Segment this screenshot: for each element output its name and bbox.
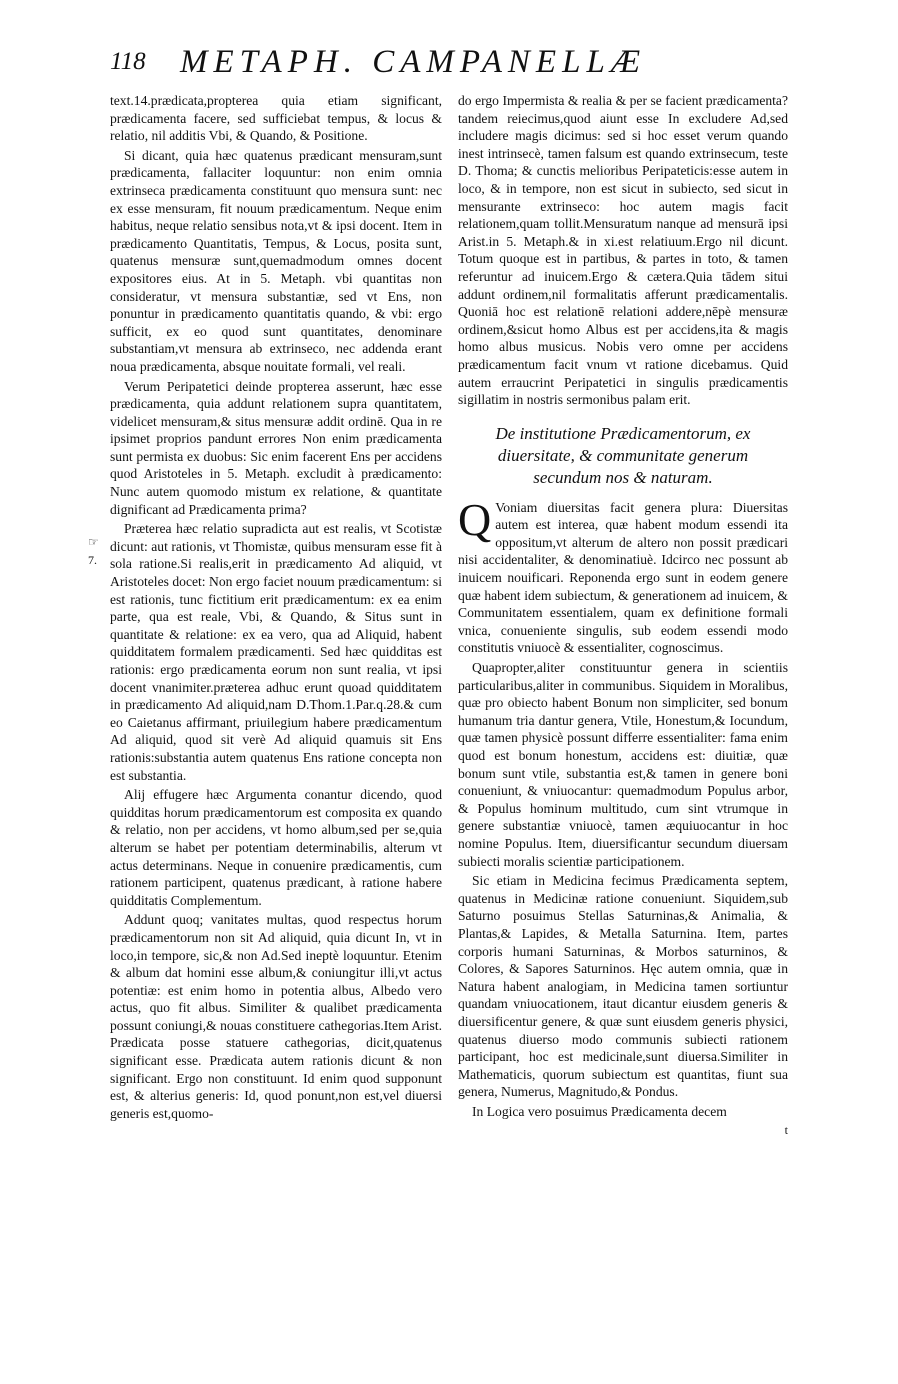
left-column: [88, 92, 442, 1124]
paragraph-text: Voniam diuersitas facit genera plura: Diuersitas autem est interea, quæ habent modum essendi ita oppositum,vt alterum de altero non possit prædicari nisi accidentaliter, & denominatiuè. Idcirco nec possunt ab inuicem nouificari. Reponenda ergo sunt in eodem genere quæ habent idem subiectum, & generationem ad inuicem, & Communitatem essentialem, quam ex definitione formali vnica, conueniente singulis, sub eodem essendi modo constitutis vniuocè & essentialiter, cognoscimus.: [458, 499, 788, 656]
paragraph: [458, 493, 788, 657]
section-heading: [458, 423, 788, 489]
right-column: [458, 92, 788, 1140]
paragraph: Quapropter,aliter constituuntur genera in scientiis particularibus,aliter in communibus. Siquidem in Moralibus, quæ pro obiecto habent Bonum non simpliciter, sed bonum humanum tria dantur genera, Vtile, Honestum,& Iocundum, quæ tamen physicè possunt differre essentialiter: fama enim quod est bonum honestum, accidens est: diuitiæ, quæ bonum sunt vtile, substantia est,& tamen in genere boni conueniunt, & vniuocantur: quemadmodum Populus arbor, & Populus hominum multitudo, cum sint vtrumque in genere substantiæ vniuocè, tamen æquiuocantur in hoc nomine Populus. Item, diuersificantur secundum diuersam subiecti moralis scientiæ participationem.: [458, 660, 788, 869]
paragraph: Alij effugere hæc Argumenta conantur dicendo, quod quidditas horum prædicamentorum est composita ex quando & relatio, non per accidens, vt homo album,sed per se,quia alterum se habet per potentiam determinabilis, alterum vt actus determinans. Neque in conuenire prædicamentis, cum rationem participent, quatenus prædicant, à ratione habere quidditatis Complementum.: [110, 787, 442, 908]
paragraph: Sic etiam in Medicina fecimus Prædicamenta septem, quatenus in Medicinæ ratione conueniunt. Siquidem,sub Saturno posuimus Stellas Saturninas,& Animalia, & Plantas,& Lapides, & Metalla Saturnina. Item, partes corporis humani Saturninas, & Morbos saturninos, & Colores, & Sapores Saturninos. Hęc autem omnia, quæ in Natura habent analogiam, in Medicina tamen sortiuntur quandam vniuocationem, itaut dicantur eiusdem generis & diuersificentur genere, & quæ sunt eiusdem generis physici, quatenus diuerso modo communis subiecti rationem participant, hoc est medicinale,sunt diuersa.Similiter in Mathematicis, quorum subiectum est quantitas, fiunt sua genera, Numerus, Magnitudo,& Pondus.: [458, 873, 788, 1100]
running-title: METAPH. CAMPANELLÆ: [180, 44, 647, 80]
paragraph: Addunt quoq; vanitates multas, quod respectus horum prædicamentorum non sit Ad aliquid, quia dicunt In, vt in loco,in tempore, sic,& non Ad.Sed ineptè loquuntur. Etenim & album dat homini esse album,& coniungitur illi,vt actus potentiæ: est enim homo in potentia albus, Albedo vero actus, quo fit albus. Similiter & qualibet prædicamenta possunt coniungi,& nouas constituere cathegorias.Item Arist. Prædicata posse statuere cathegorias, dicit,quatenus significant esse. Prædicata autem rationis dicunt & non significant. Ergo non constituunt. Id enim quod supponunt est, & alterius generis: Id, quod ponunt,non est,vel diuersi generis est,quomo-: [110, 912, 442, 1121]
drop-cap: Q: [458, 493, 492, 545]
section-heading-line: secundum nos & naturam.: [533, 467, 713, 487]
catchword: t: [784, 1123, 788, 1138]
paragraph: do ergo Impermista & realia & per se facient prædicamenta?tandem reiecimus,quod aiunt esse In excludere Ad,sed includere magis dicimus: sed si hoc esset verum quando inest intrinsecè, tamen falsum est quando extrinsecum, teste D. Thoma; & cunctis melioribus Peripateticis:esse autem in loco, & in tempore, non est sicut in subiecto, sed sicut in mensurante extrinseco: hoc autem magis facit relationem,quam tollit.Mensuratum nanque ad mensurā ipsi Arist.in 5. Metaph.& in xi.est relatiuum.Ergo nil dicunt. Totum quoque est in partibus, & partes in toto, & tamen referuntur ad inuicem.Ergo & cætera.Quia tādem situi addunt ordinem,nil formalitatis afferunt prædicamentalis. Quoniā hoc est relationē relationi addere,nēpè mensuræ ordinem,&sicut homo Albus est per accidens,ita & magis homo albus musicus. Nobis vero omne per accidens prædicamentum facit vnum vt ratione dicebamus. Quid autem erraucrint Peripatetici in singulis prædicamentis sigillatim in nostris sermonibus palam erit.: [458, 93, 788, 408]
marginal-pointing-hand: ☞: [88, 535, 99, 550]
marginal-number: 7.: [88, 553, 97, 568]
paragraph: In Logica vero posuimus Prædicamenta decem: [472, 1103, 727, 1119]
paragraph: Si dicant, quia hæc quatenus prædicant mensuram,sunt prædicamenta, fallaciter loquuntur: non enim omnia extrinseca prædicamenta constituunt quo mensura sunt: nec ex esse mensuram, fit nouum prædicamentum. Neque enim habitus, neque relatio sensibus nota,vt & ipsi docent. Item in prædicamento Quantitatis, Tempus, & Locus, posita sunt, quatenus mensuræ sunt,quemadmodum omnes docent expositores eius. At in 5. Metaph. vbi quantitas non consideratur, vt mensura substantiæ, sed vt Ens, non ponuntur in prædicamento quantitatis quando, & vbi: ergo sufficit, ex eo quod sunt quantitates, denominare substantiam,vt mensura ab extrinseco, nec addenda erant noua prædicamenta, absque nouitate formali, vel reali.: [110, 147, 442, 374]
page-header: [110, 44, 790, 88]
page-number: 118: [110, 48, 146, 75]
paragraph: Verum Peripatetici deinde propterea asserunt, hæc esse prædicamenta, quia addunt relationem supra quantitatem, videlicet mensuram,& situs mensuræ addit ordinē. Qua in re ipsimet proprios pandunt errores Non enim prædicamenta sunt permista ex duobus: Sic enim facerent Ens per accidens quod Aristoteles in 5. Metaph. excludit à prædicamento: Nunc autem quomodo mistum ex relatione, & quantitate dignificant ad Prædicamenta prima?: [110, 378, 442, 517]
section-heading-line: De institutione Prædicamentorum, ex diuersitate, & communitate generum: [495, 423, 751, 465]
paragraph: text.14.prædicata,propterea quia etiam significant, prædicamenta facere, sed sufficiebat tempus, & locus & relatio, nil additis Vbi, & Quando, & Positione.: [110, 93, 442, 144]
paragraph: Præterea hæc relatio supradicta aut est realis, vt Scotistæ dicunt: aut rationis, vt Thomistæ, quibus mensuram esse fit à sola ratione.Si realis,erit in prædicamento Ad aliquid, vt Aristoteles docet: Non ergo faciet nouum prædicamentum: si est rationis, tunc fictitium erit prædicamentum: ex ea enim parte, qua est reale, Vbi, & Quando, & Situs sunt in quantitate & relatione: ex ea vero, qua ad Aliquid, habent quidditatem formalem prædicamenti. Sed hæc quidditas est rationis: ergo prædicamenta eorum non sunt realia, vt ipsi docent vnanimiter.præterea adhuc erunt quoad quidditatem in prædicamento Ad aliquid,nam D.Thom.1.Par.q.28.& cum eo Caietanus affirmant, priuilegium habere prædicamentum Ad aliquid, quod sit verè Ad aliquid quamuis sit Ens rationis:substantia autem quatenus Ens ratione concepta non est substantia.: [110, 521, 442, 783]
